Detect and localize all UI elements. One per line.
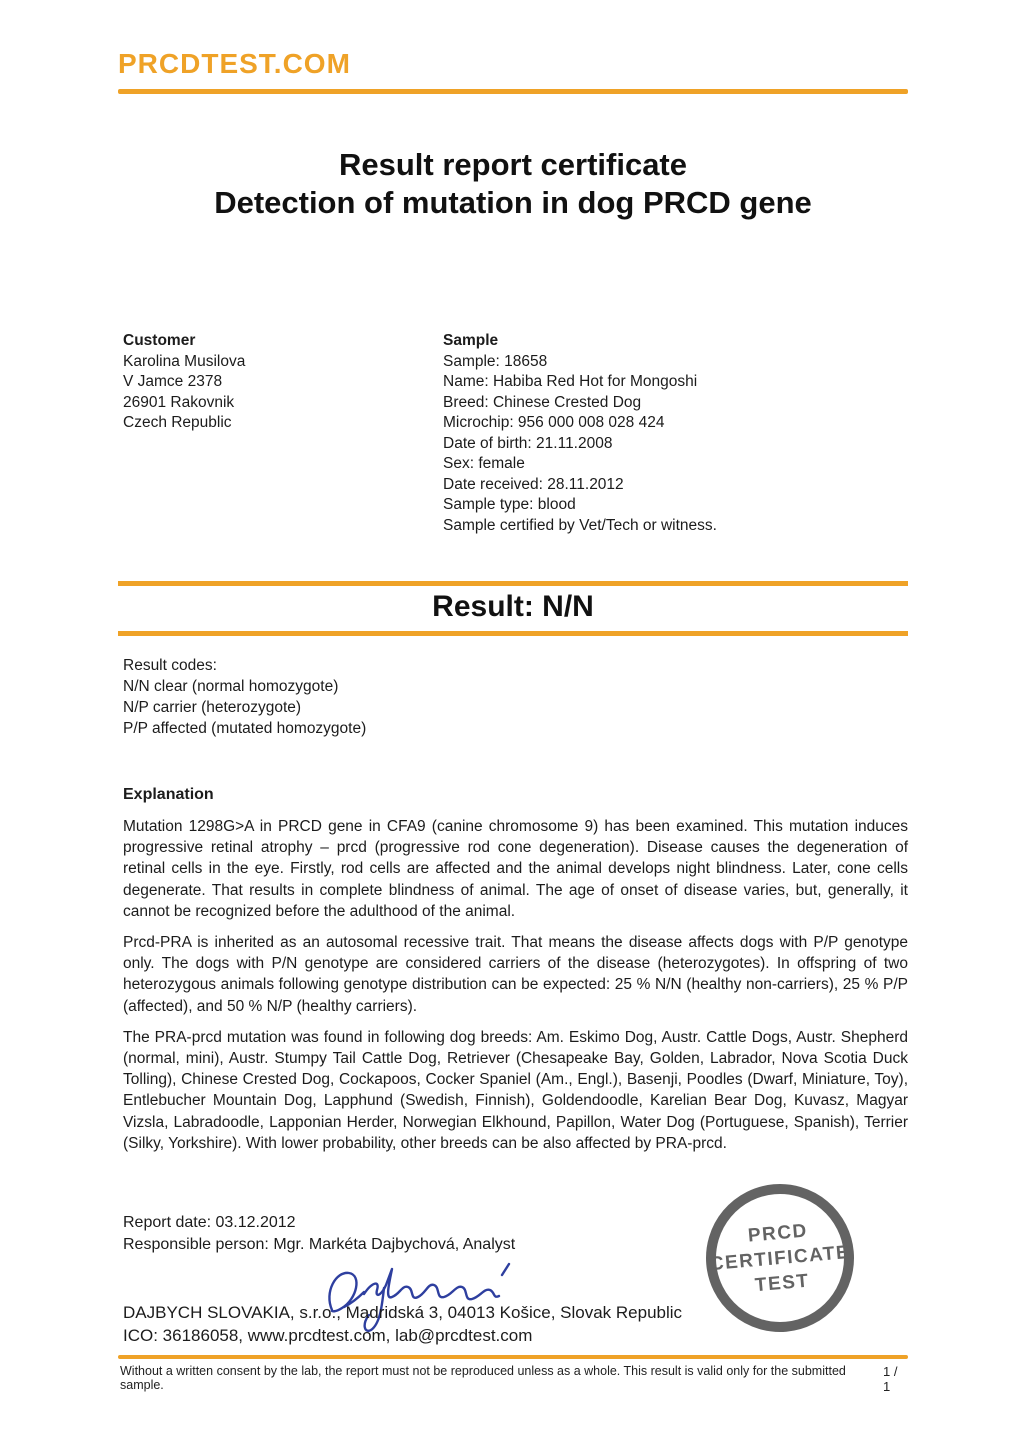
sample-heading: Sample: [443, 332, 499, 349]
customer-name: Karolina Musilova: [123, 352, 246, 370]
customer-city: 26901 Rakovnik: [123, 393, 235, 411]
certificate-stamp: [700, 1178, 860, 1338]
footer: [120, 1364, 908, 1394]
customer-section: [123, 331, 423, 434]
result-code-affected: P/P affected (mutated homozygote): [123, 720, 367, 737]
sample-section: [443, 331, 908, 536]
company-address: DAJBYCH SLOVAKIA, s.r.o., Madridská 3, 04013 Košice, Slovak Republic: [123, 1303, 683, 1322]
sample-date-of-birth: Date of birth: 21.11.2008: [443, 434, 613, 452]
explanation-heading: Explanation: [123, 786, 214, 803]
company-contacts: ICO: 36186058, www.prcdtest.com, lab@prcdtest.com: [123, 1325, 533, 1345]
result-codes-section: [123, 655, 723, 739]
footer-disclaimer: Without a written consent by the lab, the report must not be reproduced unless as a whole. This result is valid only for the submitted sample.: [120, 1364, 846, 1392]
customer-street: V Jamce 2378: [123, 373, 223, 390]
result-banner: Result: N/N: [118, 581, 908, 636]
report-meta-section: [123, 1212, 515, 1255]
explanation-paragraph-inheritance: Prcd-PRA is inherited as an autosomal recessive trait. That means the disease affects dogs with P/P genotype only. The dogs with P/N genotype are considered carriers of the disease (heterozygotes). In offspring of two heterozygous animals following genotype distribution can be expected: 25 % N/N (healthy non-carriers), 25 % P/P (affected), and 50 % N/P (healthy carriers).: [123, 934, 908, 1015]
responsible-person: Responsible person: Mgr. Markéta Dajbychová, Analyst: [123, 1235, 516, 1253]
stamp-line1: PRCD: [747, 1220, 809, 1247]
sample-microchip: Microchip: 956 000 008 028 424: [443, 414, 665, 431]
explanation-paragraph-mutation: Mutation 1298G>A in PRCD gene in CFA9 (canine chromosome 9) has been examined. This mutation induces progressive retinal atrophy – prcd (progressive rod cone degeneration). Disease causes the degeneration of retinal cells in the eye. Firstly, rod cells are affected and the animal develops night blindness. Later, cone cells degenerate. That results in complete blindness of animal. The age of onset of disease varies, but, generally, it cannot be recognized before the adulthood of the animal.: [123, 818, 908, 920]
footer-divider: [118, 1355, 908, 1359]
report-date: Report date: 03.12.2012: [123, 1214, 296, 1231]
header-divider: [118, 89, 908, 94]
stamp-line2: CERTIFICATE: [709, 1241, 852, 1275]
result-code-carrier: N/P carrier (heterozygote): [123, 699, 302, 716]
result-codes-heading: Result codes:: [123, 657, 217, 674]
company-section: [123, 1302, 682, 1347]
page-title: [118, 146, 908, 222]
sample-date-received: Date received: 28.11.2012: [443, 475, 624, 493]
prcdtest-logo: PRCDTEST.COM: [118, 48, 351, 79]
result-code-clear: N/N clear (normal homozygote): [123, 678, 339, 695]
sample-dog-name: Name: Habiba Red Hot for Mongoshi: [443, 373, 698, 390]
sample-sex: Sex: female: [443, 455, 525, 472]
customer-heading: Customer: [123, 332, 196, 349]
page-title-line1: Result report certificate: [339, 147, 687, 182]
page-title-line2: Detection of mutation in dog PRCD gene: [214, 185, 812, 220]
sample-type: Sample type: blood: [443, 496, 576, 513]
explanation-paragraph-breeds: The PRA-prcd mutation was found in following dog breeds: Am. Eskimo Dog, Austr. Cattle Dogs, Austr. Shepherd (normal, mini), Austr. Stumpy Tail Cattle Dog, Retriever (Chesapeake Bay, Golden, Labrador, Nova Scotia Duck Tolling), Chinese Crested Dog, Cockapoos, Cocker Spaniel (Am., Engl.), Basenji, Poodles (Dwarf, Miniature, Toy), Entlebucher Mountain Dog, Lapphund (Swedish, Finnish), Goldendoodle, Karelian Bear Dog, Kuvasz, Magyar Vizsla, Labradoodle, Lapponian Herder, Norwegian Elkhound, Papillon, Water Dog (Portuguese, Spanish), Terrier (Silky, Yorkshire). With lower probability, other breeds can be also affected by PRA-prcd.: [123, 1028, 908, 1152]
customer-country: Czech Republic: [123, 414, 232, 431]
page-number: 1 / 1: [883, 1364, 898, 1394]
explanation-body: [123, 816, 908, 1164]
sample-certified: Sample certified by Vet/Tech or witness.: [443, 516, 717, 534]
sample-id: Sample: 18658: [443, 352, 548, 370]
stamp-line3: TEST: [754, 1270, 811, 1296]
sample-breed: Breed: Chinese Crested Dog: [443, 393, 642, 411]
